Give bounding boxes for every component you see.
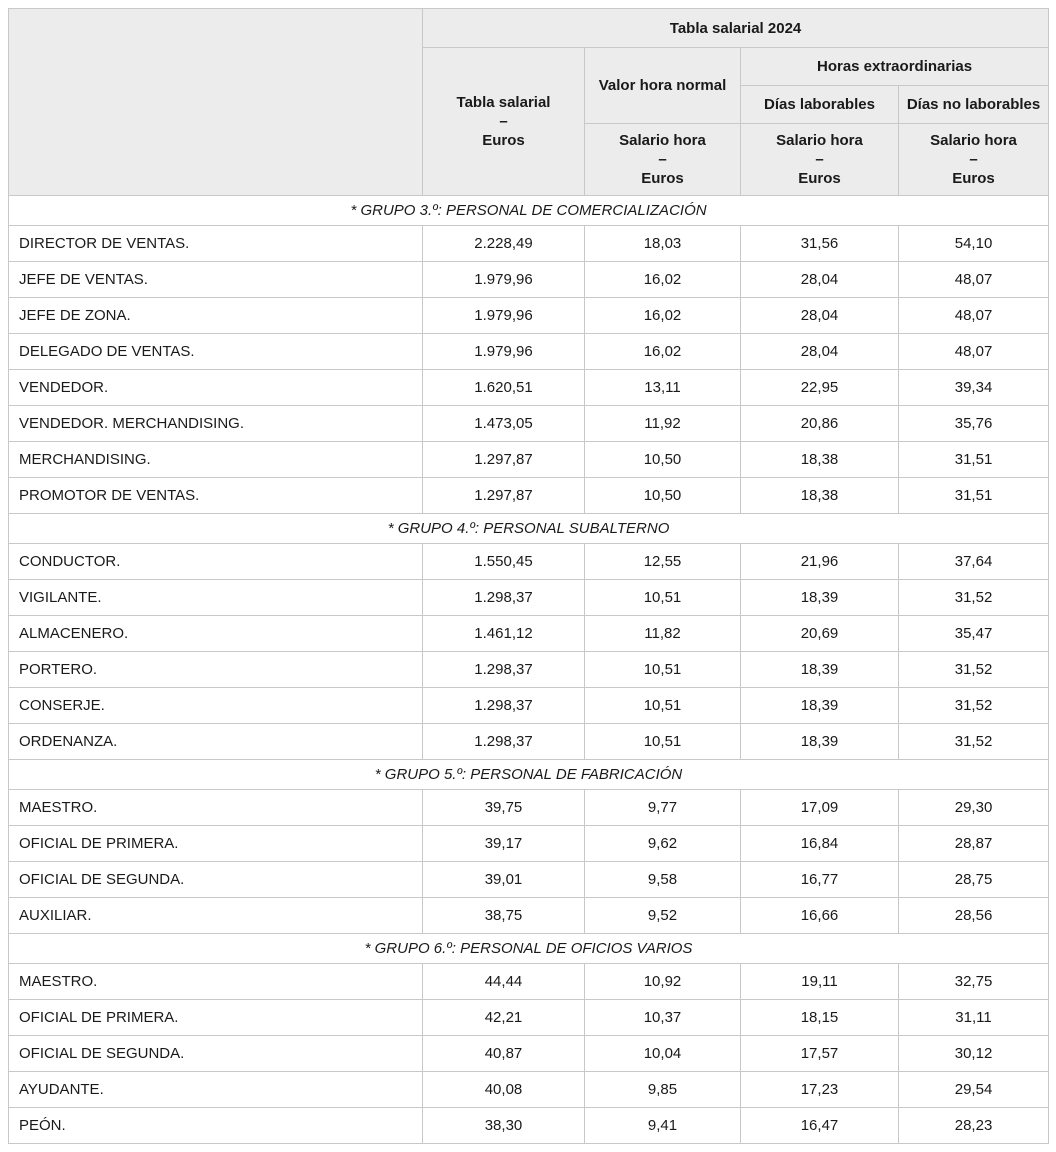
row-value: 20,86: [741, 406, 899, 442]
row-value: 29,54: [899, 1072, 1049, 1108]
row-label: PEÓN.: [9, 1108, 423, 1144]
row-label: VIGILANTE.: [9, 580, 423, 616]
col-header-dias-no-laborables: Días no laborables: [899, 86, 1049, 124]
row-value: 19,11: [741, 964, 899, 1000]
row-value: 1.979,96: [423, 262, 585, 298]
table-row: [9, 862, 1049, 898]
row-value: 29,30: [899, 790, 1049, 826]
table-row: [9, 616, 1049, 652]
row-value: 9,41: [585, 1108, 741, 1144]
table-row: [9, 334, 1049, 370]
table-row: [9, 442, 1049, 478]
row-label: AYUDANTE.: [9, 1072, 423, 1108]
row-value: 1.298,37: [423, 652, 585, 688]
row-value: 17,09: [741, 790, 899, 826]
table-row: [9, 406, 1049, 442]
row-value: 30,12: [899, 1036, 1049, 1072]
table-row: [9, 262, 1049, 298]
salary-table-header: [9, 9, 1049, 196]
group-heading: * GRUPO 4.º: PERSONAL SUBALTERNO: [9, 514, 1049, 544]
row-value: 11,92: [585, 406, 741, 442]
salario-hora-label: Salario hora: [776, 132, 863, 149]
table-row: [9, 370, 1049, 406]
row-value: 28,04: [741, 298, 899, 334]
row-value: 2.228,49: [423, 226, 585, 262]
row-value: 12,55: [585, 544, 741, 580]
row-value: 17,23: [741, 1072, 899, 1108]
row-value: 28,87: [899, 826, 1049, 862]
col-header-dias-laborables: Días laborables: [741, 86, 899, 124]
table-title: Tabla salarial 2024: [423, 9, 1049, 48]
row-label: OFICIAL DE SEGUNDA.: [9, 1036, 423, 1072]
row-value: 38,30: [423, 1108, 585, 1144]
row-value: 16,47: [741, 1108, 899, 1144]
row-value: 18,39: [741, 580, 899, 616]
row-value: 48,07: [899, 298, 1049, 334]
row-value: 39,01: [423, 862, 585, 898]
table-row: [9, 1036, 1049, 1072]
row-value: 18,38: [741, 442, 899, 478]
row-value: 1.979,96: [423, 298, 585, 334]
row-value: 28,23: [899, 1108, 1049, 1144]
row-value: 37,64: [899, 544, 1049, 580]
col-header-tabla-salarial-line1: Tabla salarial: [456, 94, 551, 111]
row-value: 1.298,37: [423, 688, 585, 724]
row-value: 1.297,87: [423, 478, 585, 514]
row-value: 31,52: [899, 580, 1049, 616]
row-label: JEFE DE ZONA.: [9, 298, 423, 334]
table-row: [9, 226, 1049, 262]
table-row: [9, 652, 1049, 688]
row-value: 31,52: [899, 688, 1049, 724]
row-value: 9,58: [585, 862, 741, 898]
group-heading-row: [9, 196, 1049, 226]
row-value: 31,52: [899, 724, 1049, 760]
group-heading: * GRUPO 5.º: PERSONAL DE FABRICACIÓN: [9, 760, 1049, 790]
table-row: [9, 1000, 1049, 1036]
row-value: 28,75: [899, 862, 1049, 898]
row-value: 10,50: [585, 478, 741, 514]
row-value: 10,51: [585, 724, 741, 760]
group-heading: * GRUPO 3.º: PERSONAL DE COMERCIALIZACIÓN: [9, 196, 1049, 226]
table-row: [9, 964, 1049, 1000]
row-value: 18,39: [741, 688, 899, 724]
row-label: VENDEDOR.: [9, 370, 423, 406]
row-value: 1.298,37: [423, 580, 585, 616]
row-value: 39,34: [899, 370, 1049, 406]
group-heading-row: [9, 934, 1049, 964]
row-value: 10,51: [585, 652, 741, 688]
salario-hora-dash: –: [969, 151, 978, 168]
salary-table: [8, 8, 1049, 1144]
row-value: 1.297,87: [423, 442, 585, 478]
table-row: [9, 580, 1049, 616]
row-label: PORTERO.: [9, 652, 423, 688]
row-value: 10,50: [585, 442, 741, 478]
row-value: 31,52: [899, 652, 1049, 688]
row-value: 10,04: [585, 1036, 741, 1072]
row-label: MAESTRO.: [9, 964, 423, 1000]
row-value: 22,95: [741, 370, 899, 406]
row-value: 1.473,05: [423, 406, 585, 442]
row-value: 16,66: [741, 898, 899, 934]
row-value: 21,96: [741, 544, 899, 580]
row-value: 38,75: [423, 898, 585, 934]
col-header-tabla-salarial-unit: Euros: [482, 132, 525, 149]
row-label: DIRECTOR DE VENTAS.: [9, 226, 423, 262]
row-value: 48,07: [899, 262, 1049, 298]
table-row: [9, 790, 1049, 826]
row-value: 35,47: [899, 616, 1049, 652]
row-value: 10,51: [585, 580, 741, 616]
row-value: 20,69: [741, 616, 899, 652]
salario-hora-label: Salario hora: [930, 132, 1017, 149]
row-value: 44,44: [423, 964, 585, 1000]
table-row: [9, 724, 1049, 760]
row-value: 31,51: [899, 478, 1049, 514]
table-row: [9, 1108, 1049, 1144]
row-value: 28,04: [741, 262, 899, 298]
row-value: 18,38: [741, 478, 899, 514]
col-header-salario-hora-laborables: [741, 124, 899, 196]
col-header-salario-hora-no-laborables: [899, 124, 1049, 196]
row-value: 39,75: [423, 790, 585, 826]
table-row: [9, 478, 1049, 514]
col-header-valor-hora-normal: Valor hora normal: [585, 48, 741, 124]
row-label: ORDENANZA.: [9, 724, 423, 760]
group-heading-row: [9, 514, 1049, 544]
row-value: 40,87: [423, 1036, 585, 1072]
row-value: 28,04: [741, 334, 899, 370]
row-label: OFICIAL DE SEGUNDA.: [9, 862, 423, 898]
row-value: 31,51: [899, 442, 1049, 478]
row-value: 42,21: [423, 1000, 585, 1036]
col-header-tabla-salarial: [423, 48, 585, 196]
corner-cell: [9, 9, 423, 196]
row-label: CONDUCTOR.: [9, 544, 423, 580]
row-label: OFICIAL DE PRIMERA.: [9, 1000, 423, 1036]
row-label: VENDEDOR. MERCHANDISING.: [9, 406, 423, 442]
salario-hora-dash: –: [815, 151, 824, 168]
row-label: ALMACENERO.: [9, 616, 423, 652]
row-label: PROMOTOR DE VENTAS.: [9, 478, 423, 514]
row-label: CONSERJE.: [9, 688, 423, 724]
row-value: 31,56: [741, 226, 899, 262]
header-row-title: [9, 9, 1049, 48]
table-row: [9, 826, 1049, 862]
table-row: [9, 898, 1049, 934]
row-value: 13,11: [585, 370, 741, 406]
row-value: 1.550,45: [423, 544, 585, 580]
row-value: 10,37: [585, 1000, 741, 1036]
row-value: 1.979,96: [423, 334, 585, 370]
salario-hora-unit: Euros: [798, 170, 841, 187]
row-value: 16,02: [585, 262, 741, 298]
row-value: 9,52: [585, 898, 741, 934]
col-header-tabla-salarial-dash: –: [499, 113, 508, 130]
row-value: 9,85: [585, 1072, 741, 1108]
row-value: 32,75: [899, 964, 1049, 1000]
group-heading-row: [9, 760, 1049, 790]
salario-hora-label: Salario hora: [619, 132, 706, 149]
row-value: 17,57: [741, 1036, 899, 1072]
row-value: 48,07: [899, 334, 1049, 370]
row-value: 1.298,37: [423, 724, 585, 760]
row-value: 18,03: [585, 226, 741, 262]
row-value: 31,11: [899, 1000, 1049, 1036]
row-value: 18,39: [741, 724, 899, 760]
row-value: 9,77: [585, 790, 741, 826]
table-row: [9, 544, 1049, 580]
row-value: 39,17: [423, 826, 585, 862]
row-value: 11,82: [585, 616, 741, 652]
row-value: 28,56: [899, 898, 1049, 934]
row-value: 35,76: [899, 406, 1049, 442]
salary-table-body: [9, 196, 1049, 1144]
row-value: 40,08: [423, 1072, 585, 1108]
table-row: [9, 688, 1049, 724]
row-value: 16,77: [741, 862, 899, 898]
table-row: [9, 1072, 1049, 1108]
row-value: 16,84: [741, 826, 899, 862]
col-header-horas-extraordinarias: Horas extraordinarias: [741, 48, 1049, 86]
salario-hora-unit: Euros: [952, 170, 995, 187]
row-value: 1.461,12: [423, 616, 585, 652]
table-row: [9, 298, 1049, 334]
row-value: 18,15: [741, 1000, 899, 1036]
row-value: 18,39: [741, 652, 899, 688]
row-label: MERCHANDISING.: [9, 442, 423, 478]
group-heading: * GRUPO 6.º: PERSONAL DE OFICIOS VARIOS: [9, 934, 1049, 964]
salario-hora-unit: Euros: [641, 170, 684, 187]
row-value: 16,02: [585, 334, 741, 370]
salario-hora-dash: –: [658, 151, 667, 168]
row-label: DELEGADO DE VENTAS.: [9, 334, 423, 370]
row-label: JEFE DE VENTAS.: [9, 262, 423, 298]
row-value: 54,10: [899, 226, 1049, 262]
row-value: 9,62: [585, 826, 741, 862]
row-label: OFICIAL DE PRIMERA.: [9, 826, 423, 862]
row-label: AUXILIAR.: [9, 898, 423, 934]
row-value: 10,51: [585, 688, 741, 724]
row-value: 10,92: [585, 964, 741, 1000]
row-label: MAESTRO.: [9, 790, 423, 826]
col-header-salario-hora-normal: [585, 124, 741, 196]
row-value: 16,02: [585, 298, 741, 334]
row-value: 1.620,51: [423, 370, 585, 406]
